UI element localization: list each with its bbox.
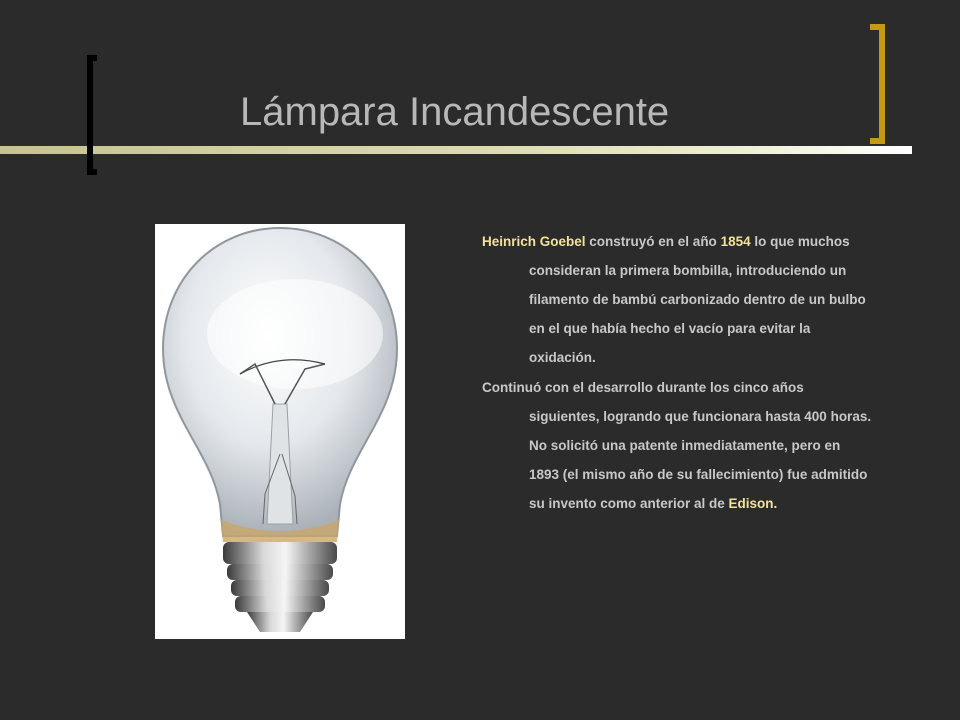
left-bracket-decoration — [87, 55, 97, 175]
paragraph-development — [482, 373, 872, 518]
highlight-year: 1854 — [720, 234, 751, 249]
slide-title: Lámpara Incandescente — [240, 90, 670, 134]
paragraph1-text-a: construyó en el año — [585, 234, 721, 249]
paragraph-goebel — [482, 227, 872, 372]
highlight-name: Heinrich Goebel — [482, 234, 586, 249]
light-bulb-image — [155, 224, 405, 639]
paragraph1-text-b: lo que muchos consideran la primera bombilla, introduciendo un filamento de bambú carbonizado dentro de un bulbo en el que había hecho el vacío para evitar la oxidación. — [529, 234, 866, 365]
light-bulb-icon — [155, 224, 405, 639]
slide-body-text — [482, 227, 872, 519]
title-underline-bar — [0, 146, 912, 154]
highlight-edison: Edison. — [728, 496, 778, 511]
right-bracket-decoration — [870, 24, 885, 144]
paragraph2-text: Continuó con el desarrollo durante los cinco años siguientes, logrando que funcionara hasta 400 horas. No solicitó una patente inmediatamente, pero en 1893 (el mismo año de su fallecimiento) fue admitido su invento como anterior al de — [482, 380, 872, 511]
